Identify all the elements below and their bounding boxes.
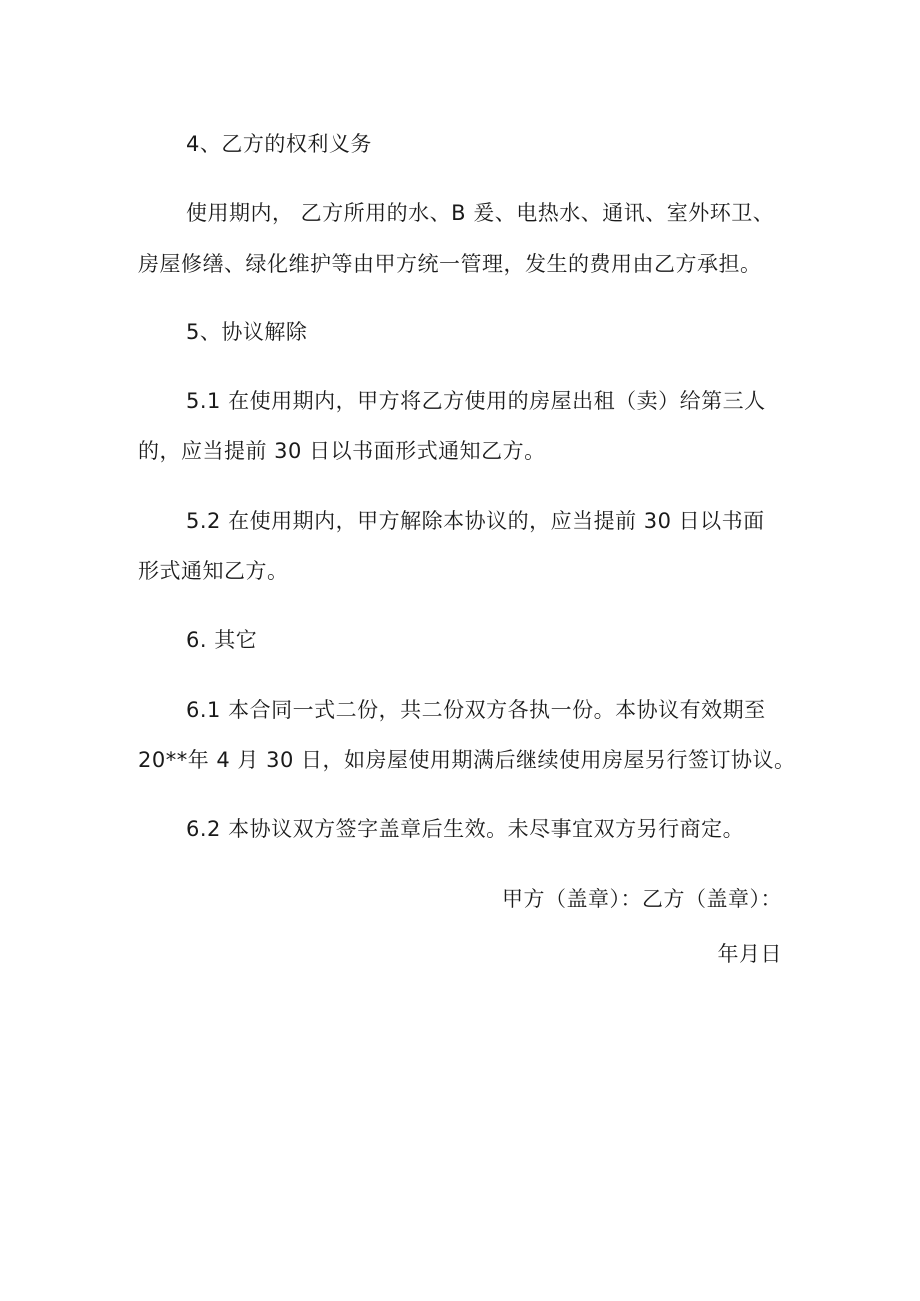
section-4-heading: 4、乙方的权利义务 (186, 132, 372, 156)
section-4-body-line-2: 房屋修缮、绿化维护等由甲方统一管理，发生的费用由乙方承担。 (138, 252, 762, 276)
clause-5-1-line-1: 5.1 在使用期内，甲方将乙方使用的房屋出租（卖）给第三人 (186, 389, 766, 413)
clause-5-2-line-2: 形式通知乙方。 (138, 559, 289, 583)
section-6-heading: 6. 其它 (186, 628, 258, 652)
signature-date: 年月日 (717, 942, 782, 966)
clause-6-2: 6.2 本协议双方签字盖章后生效。未尽事宜双方另行商定。 (186, 817, 745, 841)
clause-5-2-line-1: 5.2 在使用期内，甲方解除本协议的，应当提前 30 日以书面 (186, 509, 765, 533)
clause-6-1-line-2: 20**年 4 月 30 日，如房屋使用期满后继续使用房屋另行签订协议。 (138, 748, 796, 772)
clause-6-1-line-1: 6.1 本合同一式二份，共二份双方各执一份。本协议有效期至 (186, 698, 766, 722)
clause-5-1-line-2: 的，应当提前 30 日以书面形式通知乙方。 (138, 439, 546, 463)
section-5-heading: 5、协议解除 (186, 320, 308, 344)
signature-parties: 甲方（盖章）：乙方（盖章）： (502, 887, 782, 911)
section-4-body-line-1: 使用期内， 乙方所用的水、B 爰、电热水、通讯、室外环卫、 (186, 201, 775, 225)
